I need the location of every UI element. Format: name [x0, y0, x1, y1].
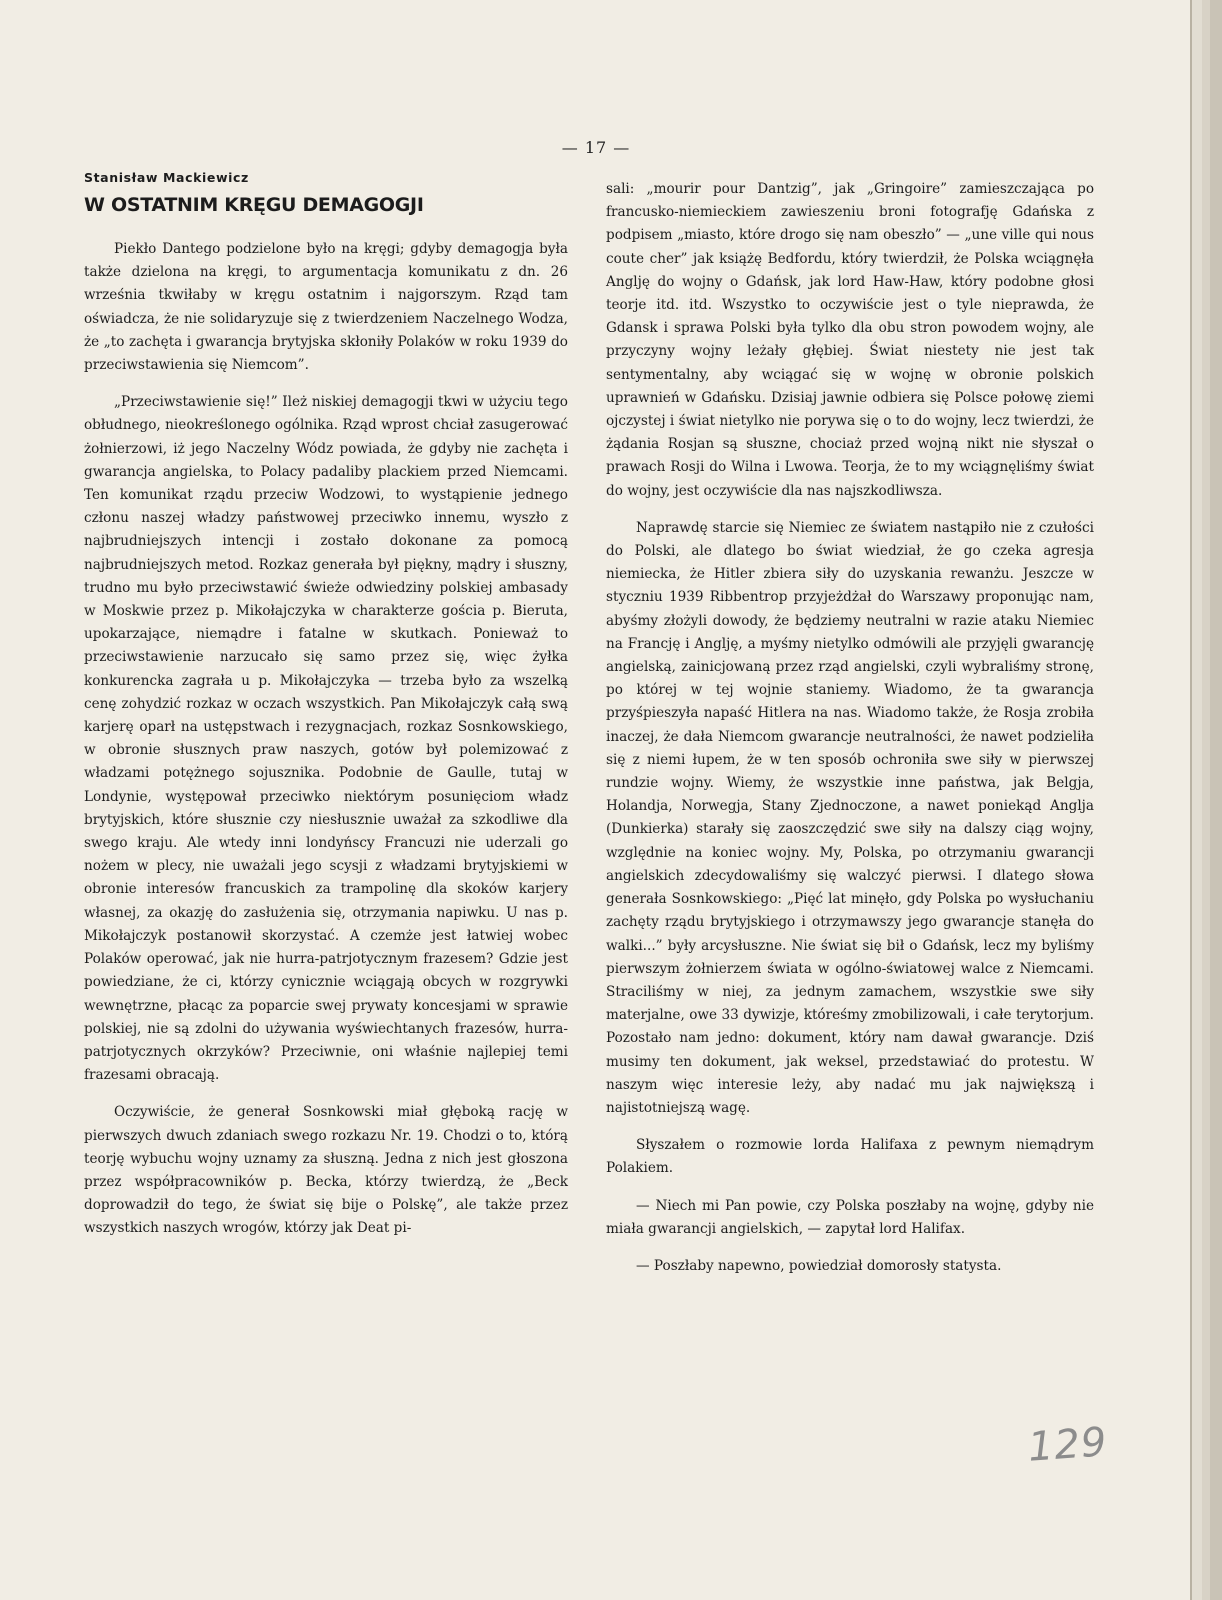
page-edge — [1192, 0, 1202, 1600]
article-title: W OSTATNIM KRĘGU DEMAGOGJI — [84, 194, 424, 216]
dialogue-line: — Niech mi Pan powie, czy Polska poszłaby na wojnę, gdyby nie miała gwarancji angielskich, — zapytał lord Halifax. — [606, 1197, 1094, 1237]
handwritten-page-number: 129 — [1026, 1419, 1109, 1471]
right-column — [606, 178, 1094, 1278]
page-edge — [1210, 0, 1222, 1600]
paragraph: Piekło Dantego podzielone było na kręgi; gdyby demagogja była także dzielona na kręgi, to argumentacja komunikatu z dn. 26 września tkwiłaby w kręgu ostatnim i najgorszym. Rząd tam oświadcza, że nie solidaryzuje się z twierdzeniem Naczelnego Wodza, że „to zachęta i gwarancja brytyjska skłoniły Polaków w roku 1939 do przeciwstawienia się Niemcom”. — [84, 241, 568, 374]
paragraph: Słyszałem o rozmowie lorda Halifaxa z pewnym niemądrym Polakiem. — [606, 1137, 1094, 1177]
page-number: — 17 — — [561, 138, 631, 157]
paragraph: Naprawdę starcie się Niemiec ze światem nastąpiło nie z czułości do Polski, ale dlatego bo świat wiedział, że go czeka agresja niemiecka, że Hitler zbiera siły do uzyskania rewanżu. Jeszcze w styczniu 1939 Ribbentrop przyjeżdżał do Warszawy proponując nam, abyśmy złożyli dowody, że będziemy neutralni w razie ataku Niemiec na Francję i Anglję, a myśmy nietylko odmówili ale przyjęli gwarancję angielską, zainicjowaną przez rząd angielski, czyli wybraliśmy stronę, po której w tej wojnie staniemy. Wiadomo, że ta gwarancja przyśpieszyła napaść Hitlera na nas. Wiadomo także, że Rosja zrobiła inaczej, że dała Niemcom gwarancje neutralności, że nawet podzieliła się z niemi łupem, że w ten sposób ochroniła swe siły w pierwszej rundzie wojny. Wiemy, że wszystkie inne państwa, jak Belgja, Holandja, Norwegja, Stany Zjednoczone, a nawet poniekąd Anglja (Dunkierka) starały się zaoszczędzić swe siły na dalszy ciąg wojny, względnie na koniec wojny. My, Polska, po otrzymaniu gwarancji angielskich zdecydowaliśmy się walczyć pierwsi. I dlatego słowa generała Sosnkowskiego: „Pięć lat minęło, gdy Polska po wysłuchaniu zachęty rządu brytyjskiego i otrzymawszy jego gwarancje stanęła do walki...” były arcysłuszne. Nie świat się bił o Gdańsk, lecz my byliśmy pierwszym żołnierzem świata w ogólno-światowej walce z Niemcami. Straciliśmy w niej, za jednym zamachem, wszystkie swe siły materjalne, owe 33 dywizje, któreśmy zmobilizowali, i całe terytorjum. Pozostało nam jedno: dokument, który nam dawał gwarancje. Dziś musimy ten dokument, jak weksel, przedstawiać do protestu. W naszym więc interesie leży, aby nadać mu jak największą i najistotniejszą wagę. — [606, 519, 1094, 1116]
page-edge — [1202, 0, 1210, 1600]
paragraph: Oczywiście, że generał Sosnkowski miał głęboką rację w pierwszych dwuch zdaniach swego rozkazu Nr. 19. Chodzi o to, którą teorję wybuchu wojny uznamy za słuszną. Jedna z nich jest głoszona przez współpracowników p. Becka, którzy twierdzą, że „Beck doprowadził do tego, że świat się bije o Polskę”, ale także przez wszystkich naszych wrogów, którzy jak Deat pi- — [84, 1104, 568, 1237]
dialogue-line: — Poszłaby napewno, powiedział domorosły statysta. — [636, 1257, 1002, 1274]
paragraph: sali: „mourir pour Dantzig”, jak „Gringoire” zamieszczająca po francusko-niemieckiem zawieszeniu broni fotografję Gdańska z podpisem „miasto, które drogo się nam obeszło” — „une ville qui nous coute cher” jak książę Bedfordu, który twierdził, że Polska wciągnęła Anglję do wojny o Gdańsk, jak lord Haw-Haw, który podobne głosi teorje itd. itd. Wszystko to oczywiście jest o tyle nieprawda, że Gdansk i sprawa Polski była tylko dla obu stron powodem wojny, ale przyczyny wojny leżały głębiej. Świat niestety nie jest tak sentymentalny, aby wciągać się w wojnę w obronie polskich uprawnień w Gdańsku. Dzisiaj jawnie odbiera się Polsce połowę ziemi ojczystej i świat nietylko nie porywa się o to do wojny, lecz twierdzi, że żądania Rosjan są słuszne, chociaż przed wojną nikt nie słyszał o prawach Rosji do Wilna i Lwowa. Teorja, że to my wciągnęliśmy świat do wojny, jest oczywiście dla nas najszkodliwsza. — [606, 181, 1094, 499]
article-author: Stanisław Mackiewicz — [84, 170, 249, 185]
left-column — [84, 168, 568, 1241]
paragraph: „Przeciwstawienie się!” Ileż niskiej demagogji tkwi w użyciu tego obłudnego, nieokreślonego ogólnika. Rząd wprost chciał zasugerować żołnierzowi, iż jego Naczelny Wódz powiada, że gdyby nie zachęta i gwarancja angielska, to Polacy padaliby plackiem przed Niemcami. Ten komunikat rządu przeciw Wodzowi, to wystąpienie jednego członu naszej władzy państwowej przeciwko innemu, wyszło z najbrudniejszych intencji i zostało dokonane za pomocą najbrudniejszych metod. Rozkaz generała był piękny, mądry i słuszny, trudno mu było przeciwstawić świeże odwiedziny polskiej ambasady w Moskwie przez p. Mikołajczyka w charakterze gościa p. Bieruta, upokarzające, niemądre i fatalne w skutkach. Ponieważ to przeciwstawienie narzucało się samo przez się, więc żyłka konkurencka zagrała u p. Mikołajczyka — trzeba było za wszelką cenę zohydzić rozkaz w oczach wszystkich. Pan Mikołajczyk całą swą karjerę oparł na ustępstwach i rezygnacjach, rozkaz Sosnkowskiego, w obronie słusznych praw naszych, gotów był polemizować z władzami potężnego sojusznika. Podobnie de Gaulle, tutaj w Londynie, występował przeciwko niektórym posunięciom władz brytyjskich, które słusznie czy niesłusznie uważał za szkodliwe dla swego kraju. Ale wtedy inni londyńscy Francuzi nie uderzali go nożem w plecy, nie uważali jego scysji z władzami brytyjskiemi w obronie interesów francuskich za trampolinę dla skoków karjery własnej, za okazję do zasłużenia się, otrzymania napiwku. U nas p. Mikołajczyk postanowił skorzystać. A czemże jest łatwiej wobec Polaków operować, jak nie hurra-patrjotycznym frazesem? Gdzie jest powiedziane, że ci, którzy cynicznie wciągają obcych w rozgrywki wewnętrzne, płacąc za poparcie swej prywaty koncesjami w sprawie polskiej, nie są zdolni do używania wyświechtanych frazesów, hurra-patrjotycznych okrzyków? Przeciwnie, oni właśnie najlepiej temi frazesami obracają. — [84, 394, 568, 1084]
